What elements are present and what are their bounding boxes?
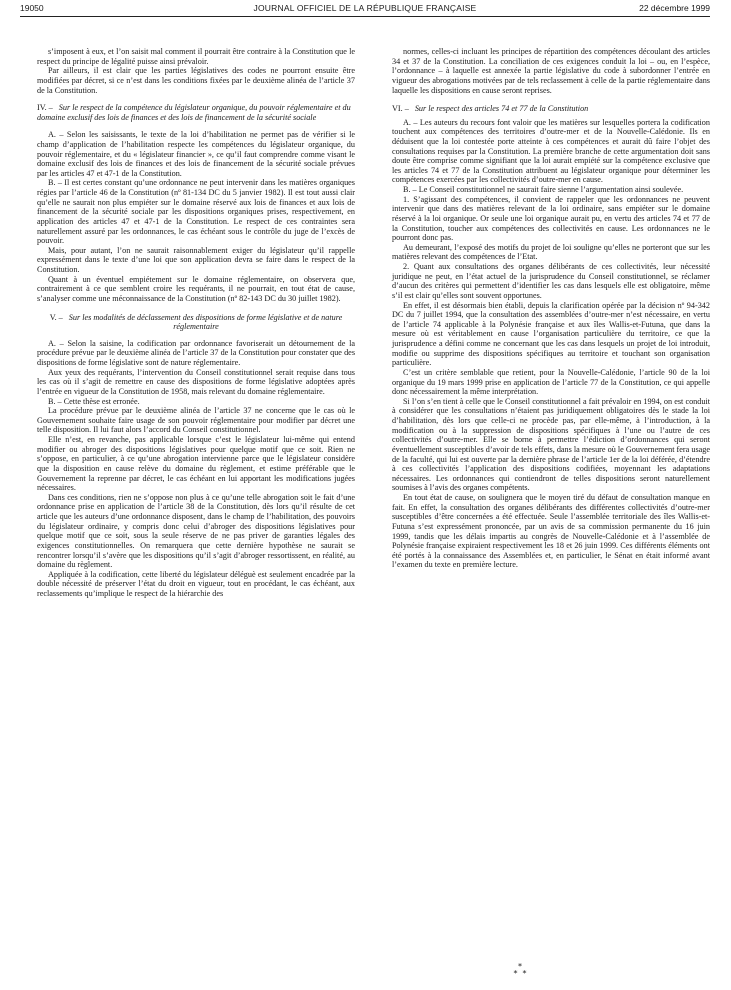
paragraph: Dans ces conditions, rien ne s’oppose non plus à ce qu’une telle abrogation soit le fait d’une ordonnance prise en application de l’article 38 de la Constitution, dès lors qu’il résulte de cet article que les auteurs d’une ordonnance disposent, dans le champ de l’habilitation, des pouvoirs du législateur ordinaire, y compris donc celui d’abroger des dispositions législatives pour quelque motif que ce soit, sous la seule réserve de ne pas priver de garanties légales des exigences constitutionnelles. On remarquera que cette dernière hypothèse ne saurait se rencontrer lorsqu’il s’avère que les dispositions qu’il s’agit d’abroger ressortissent, en réalité, au domaine du règlement. [37, 492, 355, 570]
section-number: V. – [49, 312, 63, 322]
left-column [37, 47, 355, 599]
page-header [20, 3, 710, 17]
paragraph: B. – Le Conseil constitutionnel ne saurait faire sienne l’argumentation ainsi soulevée. [403, 185, 684, 195]
paragraph: En effet, il est désormais bien établi, depuis la clarification opérée par la décision nº 94-342 DC du 7 juillet 1994, que la consultation des assemblées d’outre-mer n’est nécessaire, en vertu de l’article 74 applicable à la Polynésie française et aux îles Wallis-et-Futuna, que dans la mesure où est véritablement en cause l’organisation particulière du territoire, ce que la jurisprudence a défini comme ne concernant que les cas dans lesquels un projet de loi introduit, modifie ou supprime des dispositions spécifiques au territoire et touchant son organisation particulière. [392, 300, 710, 368]
issue-date: 22 décembre 1999 [639, 3, 710, 13]
paragraph: C’est un critère semblable que retient, pour la Nouvelle-Calédonie, l’article 90 de la loi organique du 19 mars 1999 prise en application de l’article 77 de la Constitution, ce qui appelle donc nécessairement la même interprétation. [392, 367, 710, 397]
paragraph: Si l’on s’en tient à celle que le Conseil constitutionnel a fait prévaloir en 1994, on est conduit à considérer que les consultations n’étaient pas juridiquement obligatoires dès le stade la loi d’habilitation, dès lors que celle-ci ne procède pas, par elle-même, à l’introduction, à la modification ou à la suppression de dispositions spécifiques à l’une ou l’autre de ces collectivités d’outre-mer. Elle se borne à permettre l’édiction d’ordonnances qui seront éventuellement susceptibles d’avoir de tels effets, dans la mesure où le Gouvernement fera usage de la faculté, qui lui est ouverte par la dernière phrase de l’article 1er de la loi déférée, d’étendre à ces collectivités l’application des dispositions codifiées, moyennant les adaptations nécessaires. Les ordonnances qui contiendront de telles dispositions seront naturellement soumises à l’avis des organes compétents. [392, 396, 710, 493]
paragraph: En tout état de cause, on soulignera que le moyen tiré du défaut de consultation manque en fait. En effet, la consultation des organes délibérants des différentes collectivités d’outre-mer susceptibles d’être concernées a été effectuée. Seule l’assemblée territoriale des îles Wallis-et-Futuna s’est expressément prononcée, par un avis de sa commission permanente du 16 juin 1999, tandis que les délais impartis au congrès de Nouvelle-Calédonie et à l’assemblée de Polynésie française expiraient respectivement les 18 et 26 juin 1999. Ces différents éléments ont été portés à la connaissance des Assemblées et, en particulier, le Sénat en était informé avant l’examen du texte en première lecture. [392, 493, 710, 570]
section-heading-iv [37, 103, 355, 122]
paragraph: B. – Cette thèse est erronée. [48, 396, 140, 406]
section-title: Sur les modalités de déclassement des dispositions de forme législative et de nature réglementaire [68, 312, 343, 332]
asterism: * * * [513, 962, 527, 978]
paragraph: 2. Quant aux consultations des organes délibérants de ces collectivités, leur nécessité juridique ne peut, en l’état actuel de la jurisprudence du Conseil constitutionnel, se réclamer d’aucun des critères qui permettent d’identifier les cas dans lesquels elle est obligatoire, même s’il est clair qu’elles sont souvent opportunes. [392, 262, 710, 300]
paragraph: A. – Selon les saisissants, le texte de la loi d’habilitation ne permet pas de vérifier si le champ d’application de l’habilitation respecte les compétences du législateur organique, du pouvoir réglementaire, et du « législateur financier », ce qu’il faut comprendre comme visant le domaine exclusif des lois de finances et des lois de financement de la sécurité sociale prévues par les articles 47 et 47-1 de la Constitution. [37, 130, 355, 178]
section-separator [500, 963, 540, 977]
paragraph: Au demeurant, l’exposé des motifs du projet de loi souligne qu’elles ne porteront que sur les matières relevant des compétences de l’Etat. [392, 242, 710, 262]
section-number: IV. – [37, 103, 53, 113]
section-title: Sur le respect des articles 74 et 77 de la Constitution [414, 104, 589, 114]
section-title: Sur le respect de la compétence du législateur organique, du pouvoir réglementaire et du domaine exclusif des lois de finances et des lois de financement de la sécurité sociale [37, 103, 351, 122]
paragraph: Mais, pour autant, l’on ne saurait raisonnablement exiger du législateur qu’il rappelle expressément dans le texte d’une loi que son application devra se faire dans le respect de la Constitution. [37, 245, 355, 275]
header-rule [20, 16, 710, 17]
paragraph: normes, celles-ci incluant les principes de répartition des compétences découlant des articles 34 et 37 de la Constitution. La conciliation de ces exigences conduit la loi – ou, en l’espèce, l’ordonnance – à laquelle est annexée la partie législative du code à subordonner l’entrée en vigueur des abrogations motivées par de tels reclassement à celle de la partie réglementaire dans laquelle les dispositions en cause seront reprises. [392, 47, 710, 95]
page-number: 19050 [20, 3, 44, 13]
paragraph: Appliquée à la codification, cette liberté du législateur déléguè est seulement encadrée par la double nécessité de préserver l’état du droit en vigueur, tout en procédant, le cas échéant, aux reclassements qu’implique le respect de la hiérarchie des [37, 569, 355, 598]
paragraph: 1. S’agissant des compétences, il convient de rappeler que les ordonnances ne peuvent intervenir que dans des matières relevant de la loi ordinaire, sans empiéter sur le domaine réservé à la loi organique. Or seule une loi organique aurait pu, en vertu des articles 74 et 77 de la Constitution, toucher aux compétences des collectivités en cause. Les ordonnances ne le pourront donc pas. [392, 194, 710, 243]
journal-title: JOURNAL OFFICIEL DE LA RÉPUBLIQUE FRANÇAISE [253, 3, 477, 13]
paragraph: La procédure prévue par le deuxième alinéa de l’article 37 ne concerne que le cas où le Gouvernement souhaite faire usage de son pouvoir réglementaire pour modifier par décret une telle disposition. Il lui faut alors l’accord du Conseil constitutionnel. [37, 406, 355, 435]
paragraph: A. – Les auteurs du recours font valoir que les matières sur lesquelles portera la codification touchent aux compétences des territoires d’outre-mer et de la Nouvelle-Calédonie. Ils en déduisent que la loi contestée porte atteinte à ces compétences et aurait dû faire l’objet des consultations requises par la Constitution. La première branche de cette argumentation doit sans doute être comprise comme signifiant que la loi aurait empiété sur la compétence exclusive que les articles 74 et 77 de la Constitution attribuent au législateur organique pour déterminer les compétences exercées par les collectivités d’outre-mer en cause. [392, 117, 710, 185]
paragraph: s’imposent à eux, et l’on saisit mal comment il pourrait être contraire à la Constitution que le respect du principe de légalité puisse ainsi prévaloir. [37, 47, 355, 66]
paragraph: Elle n’est, en revanche, pas applicable lorsque c’est le législateur lui-même qui entend modifier ou abroger des dispositions législatives pour quelque motif que ce soit. Rien ne s’oppose, en particulier, à ce qu’une abrogation intervienne parce que le législateur considère que la disposition en cause relève du domaine du règlement, et estime préférable que le Gouvernement la reprenne par décret, le cas échéant en lui apportant les modifications jugées nécessaires. [37, 435, 355, 493]
section-number: VI. – [392, 104, 409, 114]
paragraph: Par ailleurs, il est clair que les parties législatives des codes ne pourront ensuite être modifiées par décret, si ce n’est dans les conditions fixées par le deuxième alinéa de l’article 37 de la Constitution. [37, 66, 355, 95]
paragraph: Aux yeux des requérants, l’intervention du Conseil constitutionnel serait requise dans tous les cas où il s’agit de remettre en cause des dispositions de forme législative adoptées après l’entrée en vigueur de la Constitution de 1958, mais relevant du domaine réglementaire. [37, 367, 355, 396]
right-column [392, 47, 710, 570]
paragraph: B. – Il est certes constant qu’une ordonnance ne peut intervenir dans les matières organiques régies par l’article 46 de la Constitution (nº 81-134 DC du 5 janvier 1982). Il est tout aussi clair qu’elle ne saurait non plus empiéter sur le domaine réservé aux lois de finances et aux lois de financement de la sécurité sociale par les dispositions organiques prises, respectivement, en application des articles 47 et 47-1 de la Constitution. Le respect de ces contraintes sera naturellement assuré par les ordonnances, le cas échéant sous le contrôle du juge de l’excès de pouvoir. [37, 178, 355, 246]
paragraph: Quant à un éventuel empiétement sur le domaine réglementaire, on observera que, contrairement à ce que semblent croire les requérants, il ne pourrait, en tout état de cause, s’analyser comme une méconnaissance de la Constitution (nº 82-143 DC du 30 juillet 1982). [37, 274, 355, 303]
section-heading-vi [392, 104, 710, 114]
paragraph: A. – Selon la saisine, la codification par ordonnance favoriserait un détournement de la procédure prévue par le deuxième alinéa de l’article 37 de la Constitution pour constater que des dispositions de forme législative sont de nature réglementaire. [37, 338, 355, 367]
section-heading-v [37, 313, 355, 332]
